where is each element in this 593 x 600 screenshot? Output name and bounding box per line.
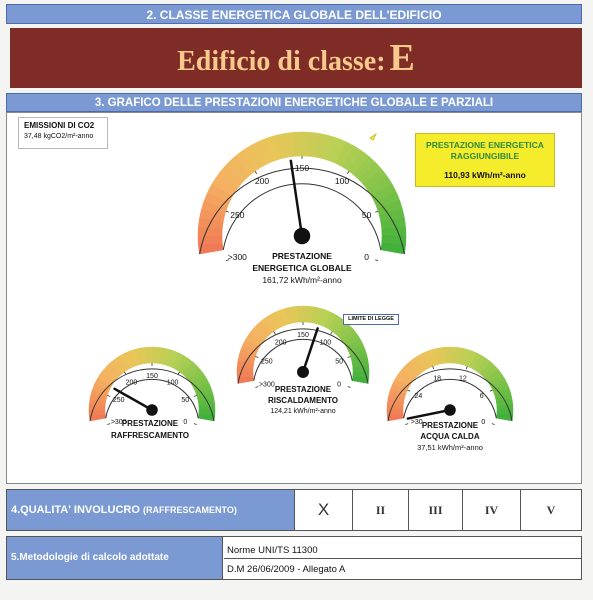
gauge-hot-water-tick-mark xyxy=(490,390,493,391)
gauge-global-tick-mark xyxy=(226,211,229,212)
gauge-cooling-tick-mark xyxy=(178,372,180,374)
gauge-cooling-needle-hub xyxy=(146,404,158,416)
gauge-cooling-tick-label: 200 xyxy=(125,379,138,387)
legal-limit-label: LIMITE DI LEGGE xyxy=(343,314,399,325)
gauge-heating-tick-label: >300 xyxy=(258,381,275,389)
gauge-hot-water-tick-mark xyxy=(466,366,467,369)
gauge-cooling-line2: RAFFRESCAMENTO xyxy=(110,431,190,440)
gauge-cooling-tick-mark xyxy=(194,395,197,396)
gauge-global-value: 161,72 kWh/m²-anno xyxy=(262,275,342,285)
gauge-global-needle-hub xyxy=(294,228,310,244)
gauge-global-tick-label: 100 xyxy=(334,175,350,186)
gauge-hot-water-line1: PRESTAZIONE xyxy=(421,421,479,430)
gauge-heating-caption xyxy=(240,381,366,417)
gauge-heating-tick-label: 150 xyxy=(297,332,309,339)
co2-emissions-value: 37,48 kgCO2/m²-anno xyxy=(24,133,94,140)
gauge-heating-tick-label: 200 xyxy=(274,339,287,347)
gauge-heating-tick-mark xyxy=(348,357,351,358)
gauge-cooling-tick-mark xyxy=(107,395,110,396)
gauge-cooling-tick-label: 0 xyxy=(183,418,188,426)
energy-class-label: Edificio di classe: xyxy=(177,46,386,77)
gauge-global-line2: ENERGETICA GLOBALE xyxy=(252,263,352,273)
gauge-cooling-line1: PRESTAZIONE xyxy=(121,419,179,428)
gauge-global-tick-mark xyxy=(347,171,349,173)
gauge-hot-water-value: 37,51 kWh/m²-anno xyxy=(417,443,483,452)
co2-emissions-title: EMISSIONI DI CO2 xyxy=(24,121,95,130)
limit-marker-icon xyxy=(370,134,376,140)
gauge-cooling-tick-label: 150 xyxy=(146,373,158,380)
achievable-performance-line2: RAGGIUNGIBILE xyxy=(450,151,520,161)
gauge-heating-line2: RISCALDAMENTO xyxy=(267,396,339,405)
gauge-heating-tick-mark xyxy=(331,332,333,334)
calculation-method-1: Norme UNI/TS 11300 xyxy=(227,545,318,556)
achievable-performance-value: 110,93 kWh/m²-anno xyxy=(444,170,526,180)
achievable-performance-line1: PRESTAZIONE ENERGETICA xyxy=(426,140,544,150)
envelope-quality-subtitle: (RAFFRESCAMENTO) xyxy=(142,505,237,515)
gauge-cooling-tick-label: 250 xyxy=(112,397,125,405)
gauge-hot-water-tick-label: 12 xyxy=(458,375,467,383)
quality-class-5: V xyxy=(546,503,556,517)
gauge-heating-tick-label: 0 xyxy=(337,381,342,389)
gauge-global-tick-label: 0 xyxy=(364,252,370,263)
calculation-methods-divider xyxy=(224,558,581,559)
gauge-hot-water-tick-label: 24 xyxy=(414,393,423,401)
calculation-methods-row xyxy=(6,536,582,580)
gauge-cooling-tick-label: 50 xyxy=(181,397,190,405)
gauge-global-tick-label: >300 xyxy=(227,252,247,263)
gauge-heating-needle-hub xyxy=(297,366,309,378)
envelope-quality-label xyxy=(7,490,295,530)
envelope-quality-row xyxy=(6,489,582,531)
gauge-cooling-caption xyxy=(90,418,210,442)
gauge-heating-value: 124,21 kWh/m²-anno xyxy=(270,408,336,415)
section-3-header: 3. GRAFICO DELLE PRESTAZIONI ENERGETICHE GLOBALE E PARZIALI xyxy=(6,93,582,112)
quality-class-3: III xyxy=(409,490,463,530)
quality-class-4: IV xyxy=(463,490,521,530)
gauge-hot-water-tick-label: >30 xyxy=(410,418,423,426)
gauge-cooling-tick-label: 100 xyxy=(166,379,179,387)
envelope-quality-title: 4.QUALITA' INVOLUCRO xyxy=(11,504,140,516)
gauge-heating-tick-mark xyxy=(255,357,258,358)
gauge-hot-water-needle-hub xyxy=(444,404,456,416)
gauge-global-tick-mark xyxy=(255,171,257,173)
gauge-hot-water-tick-mark xyxy=(433,366,434,369)
gauge-global-tick-mark xyxy=(375,211,378,212)
gauge-global-caption xyxy=(214,250,390,286)
gauge-global-tick-label: 50 xyxy=(361,209,372,220)
gauge-hot-water-caption xyxy=(388,420,512,453)
gauge-hot-water-tick-label: 6 xyxy=(479,393,484,401)
gauge-hot-water-tick-label: 0 xyxy=(481,418,486,426)
gauge-cooling-tick-label: >300 xyxy=(110,418,127,426)
gauge-global-tick-label: 250 xyxy=(230,209,245,220)
gauge-global-tick-label: 200 xyxy=(254,175,270,186)
gauge-hot-water-tick-mark xyxy=(407,390,410,391)
quality-class-1: X xyxy=(295,490,353,530)
gauge-heating-tick-mark xyxy=(274,332,276,334)
gauge-cooling-tick-mark xyxy=(124,372,126,374)
gauge-heating-tick-label: 250 xyxy=(261,358,273,366)
gauge-hot-water-line2: ACQUA CALDA xyxy=(420,432,480,441)
gauge-global-tick-label: 150 xyxy=(294,163,310,173)
gauge-heating-tick-label: 50 xyxy=(335,358,344,366)
calculation-method-2: D.M 26/06/2009 - Allegato A xyxy=(227,564,346,575)
gauge-heating-tick-label: 100 xyxy=(319,339,332,347)
energy-class-value: E xyxy=(389,37,415,79)
gauge-hot-water-tick-label: 18 xyxy=(433,375,442,383)
calculation-methods-label: 5.Metodologie di calcolo adottate xyxy=(7,537,223,579)
section-2-header: 2. CLASSE ENERGETICA GLOBALE DELL'EDIFICIO xyxy=(6,4,582,24)
quality-class-2: II xyxy=(353,490,409,530)
gauge-global-line1: PRESTAZIONE xyxy=(272,251,332,261)
gauge-heating-line1: PRESTAZIONE xyxy=(274,385,332,394)
